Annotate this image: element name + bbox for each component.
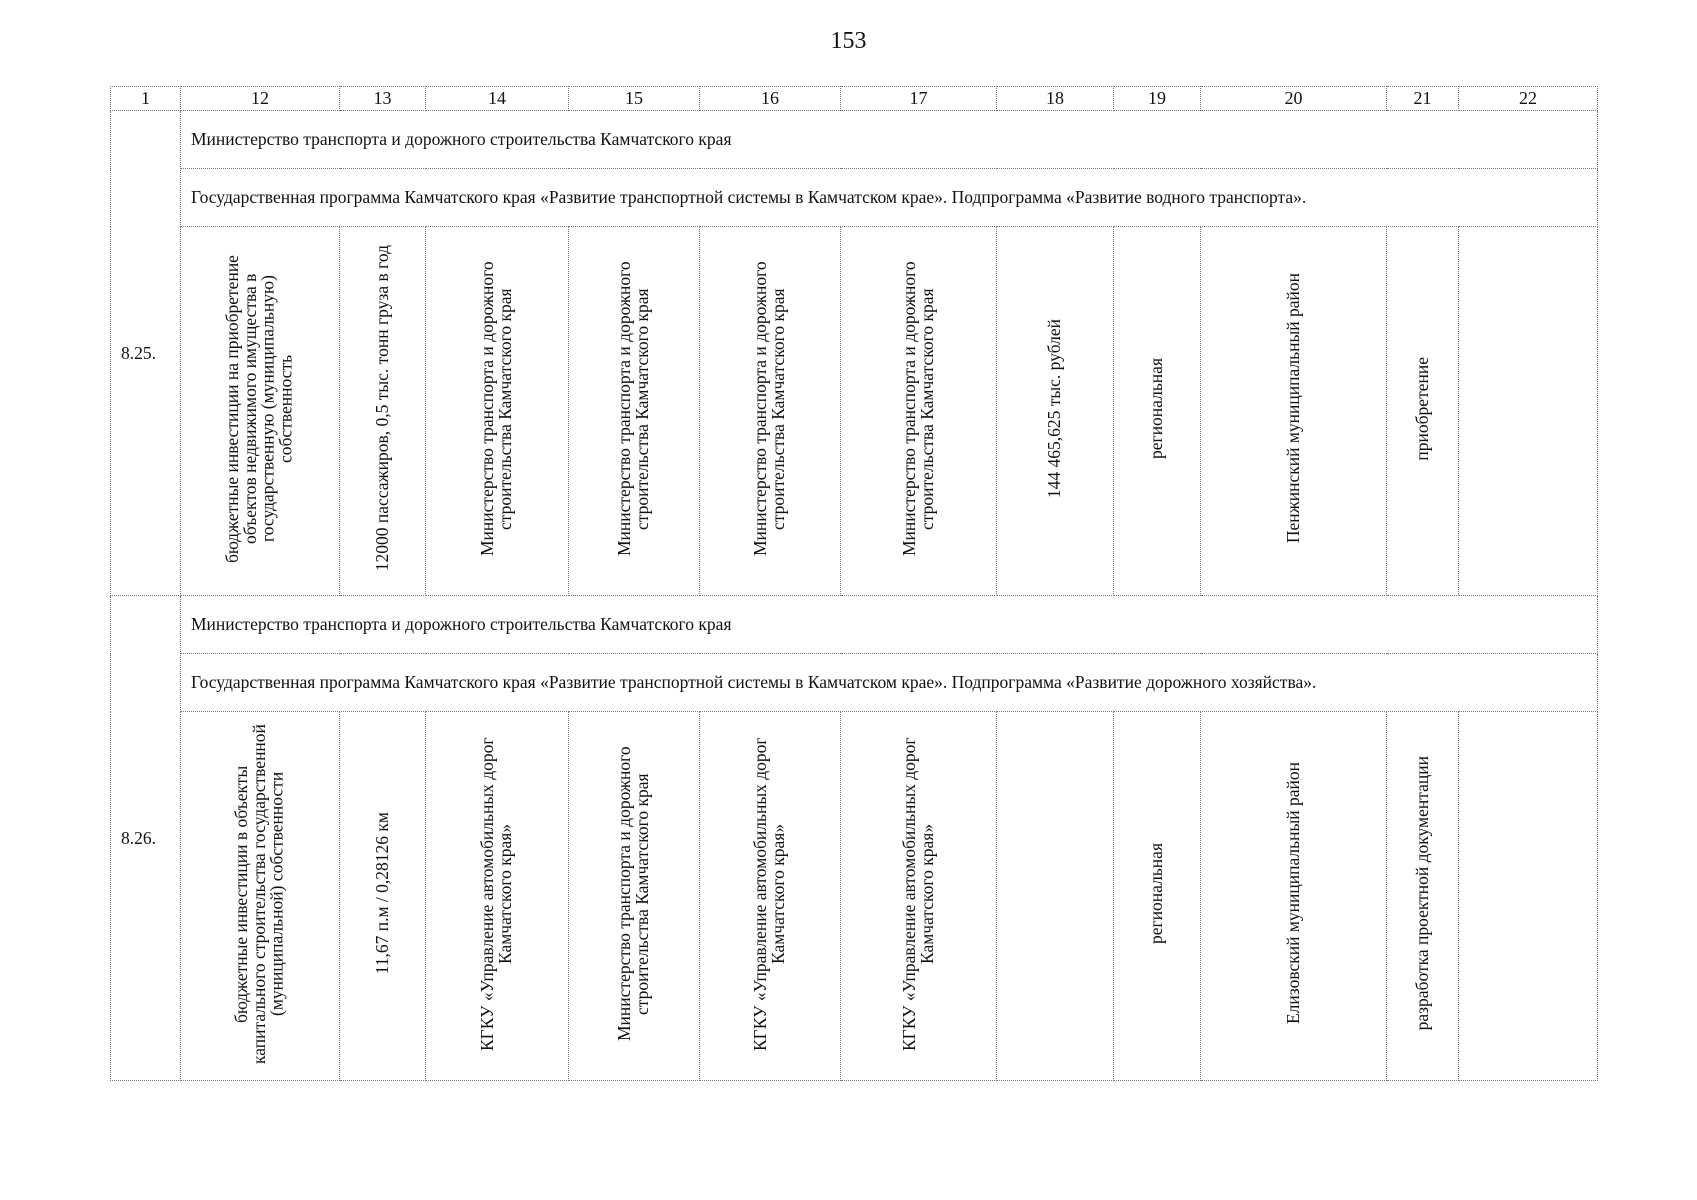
cell-text: приобретение [1411,356,1432,461]
cell-text: бюджетные инвестиции на приобретение объектов недвижимого имущества в государственную (муниципальную) собственность [222,254,296,563]
ministry-row [111,111,1598,169]
cell-text: разработка проектной документации [1411,756,1432,1031]
table-cell [1459,227,1598,596]
program-name: Государственная программа Камчатского края «Развитие транспортной системы в Камчатском крае». Подпрограмма «Развитие дорожного хозяйства». [181,654,1598,712]
table-cell [700,227,841,596]
program-name: Государственная программа Камчатского края «Развитие транспортной системы в Камчатском крае». Подпрограмма «Развитие водного транспорта». [181,169,1598,227]
cell-text: Министерство транспорта и дорожного строительства Камчатского края [750,261,788,556]
column-header: 22 [1459,87,1598,111]
program-row [111,654,1598,712]
ministry-name: Министерство транспорта и дорожного строительства Камчатского края [181,111,1598,169]
row-number: 8.26. [111,596,181,1081]
table-cell [841,227,997,596]
ministry-name: Министерство транспорта и дорожного строительства Камчатского края [181,596,1598,654]
column-header-row [111,87,1598,111]
column-header: 21 [1387,87,1459,111]
column-header: 20 [1201,87,1387,111]
column-header: 1 [111,87,181,111]
column-header: 15 [569,87,700,111]
column-header: 17 [841,87,997,111]
cell-text: Министерство транспорта и дорожного строительства Камчатского края [477,261,515,556]
cell-text: КГКУ «Управление автомобильных дорог Камчатского края» [750,736,788,1051]
table-cell [569,712,700,1081]
data-row [111,227,1598,596]
table-cell [1387,227,1459,596]
table-cell [181,227,340,596]
column-header: 14 [426,87,569,111]
investment-table [110,86,1598,1081]
column-header: 12 [181,87,340,111]
cell-text: Министерство транспорта и дорожного строительства Камчатского края [614,746,652,1041]
table-cell [1114,227,1201,596]
table-cell [340,227,426,596]
column-header: 13 [340,87,426,111]
cell-text: 12000 пассажиров, 0,5 тыс. тонн груза в год [371,245,392,572]
table-cell [426,227,569,596]
table-cell [426,712,569,1081]
row-number: 8.25. [111,111,181,596]
table-cell [340,712,426,1081]
page-number: 153 [830,28,867,54]
table-cell [1387,712,1459,1081]
cell-text: региональная [1146,843,1167,944]
table-cell [841,712,997,1081]
ministry-row [111,596,1598,654]
table-cell [997,712,1114,1081]
table-cell [700,712,841,1081]
cell-text: 144 465,625 тыс. рублей [1044,318,1065,499]
column-header: 19 [1114,87,1201,111]
data-row [111,712,1598,1081]
cell-text: Министерство транспорта и дорожного строительства Камчатского края [898,261,937,556]
table-cell [1114,712,1201,1081]
cell-text: КГКУ «Управление автомобильных дорог Камчатского края» [477,736,515,1051]
table-cell [569,227,700,596]
table-cell [1201,227,1387,596]
cell-text: Министерство транспорта и дорожного строительства Камчатского края [614,261,652,556]
cell-text: Елизовский муниципальный район [1282,762,1303,1025]
cell-text: Пенжинский муниципальный район [1282,273,1303,544]
table-cell [997,227,1114,596]
table-cell [181,712,340,1081]
cell-text: региональная [1146,358,1167,459]
cell-text: КГКУ «Управление автомобильных дорог Камчатского края» [898,736,937,1051]
column-header: 16 [700,87,841,111]
column-header: 18 [997,87,1114,111]
cell-text: бюджетные инвестиции в объекты капитального строительства государственной (муниципальной) собственности [231,723,287,1064]
program-row [111,169,1598,227]
table-cell [1201,712,1387,1081]
cell-text: 11,67 п.м / 0,28126 км [371,812,392,975]
table-cell [1459,712,1598,1081]
